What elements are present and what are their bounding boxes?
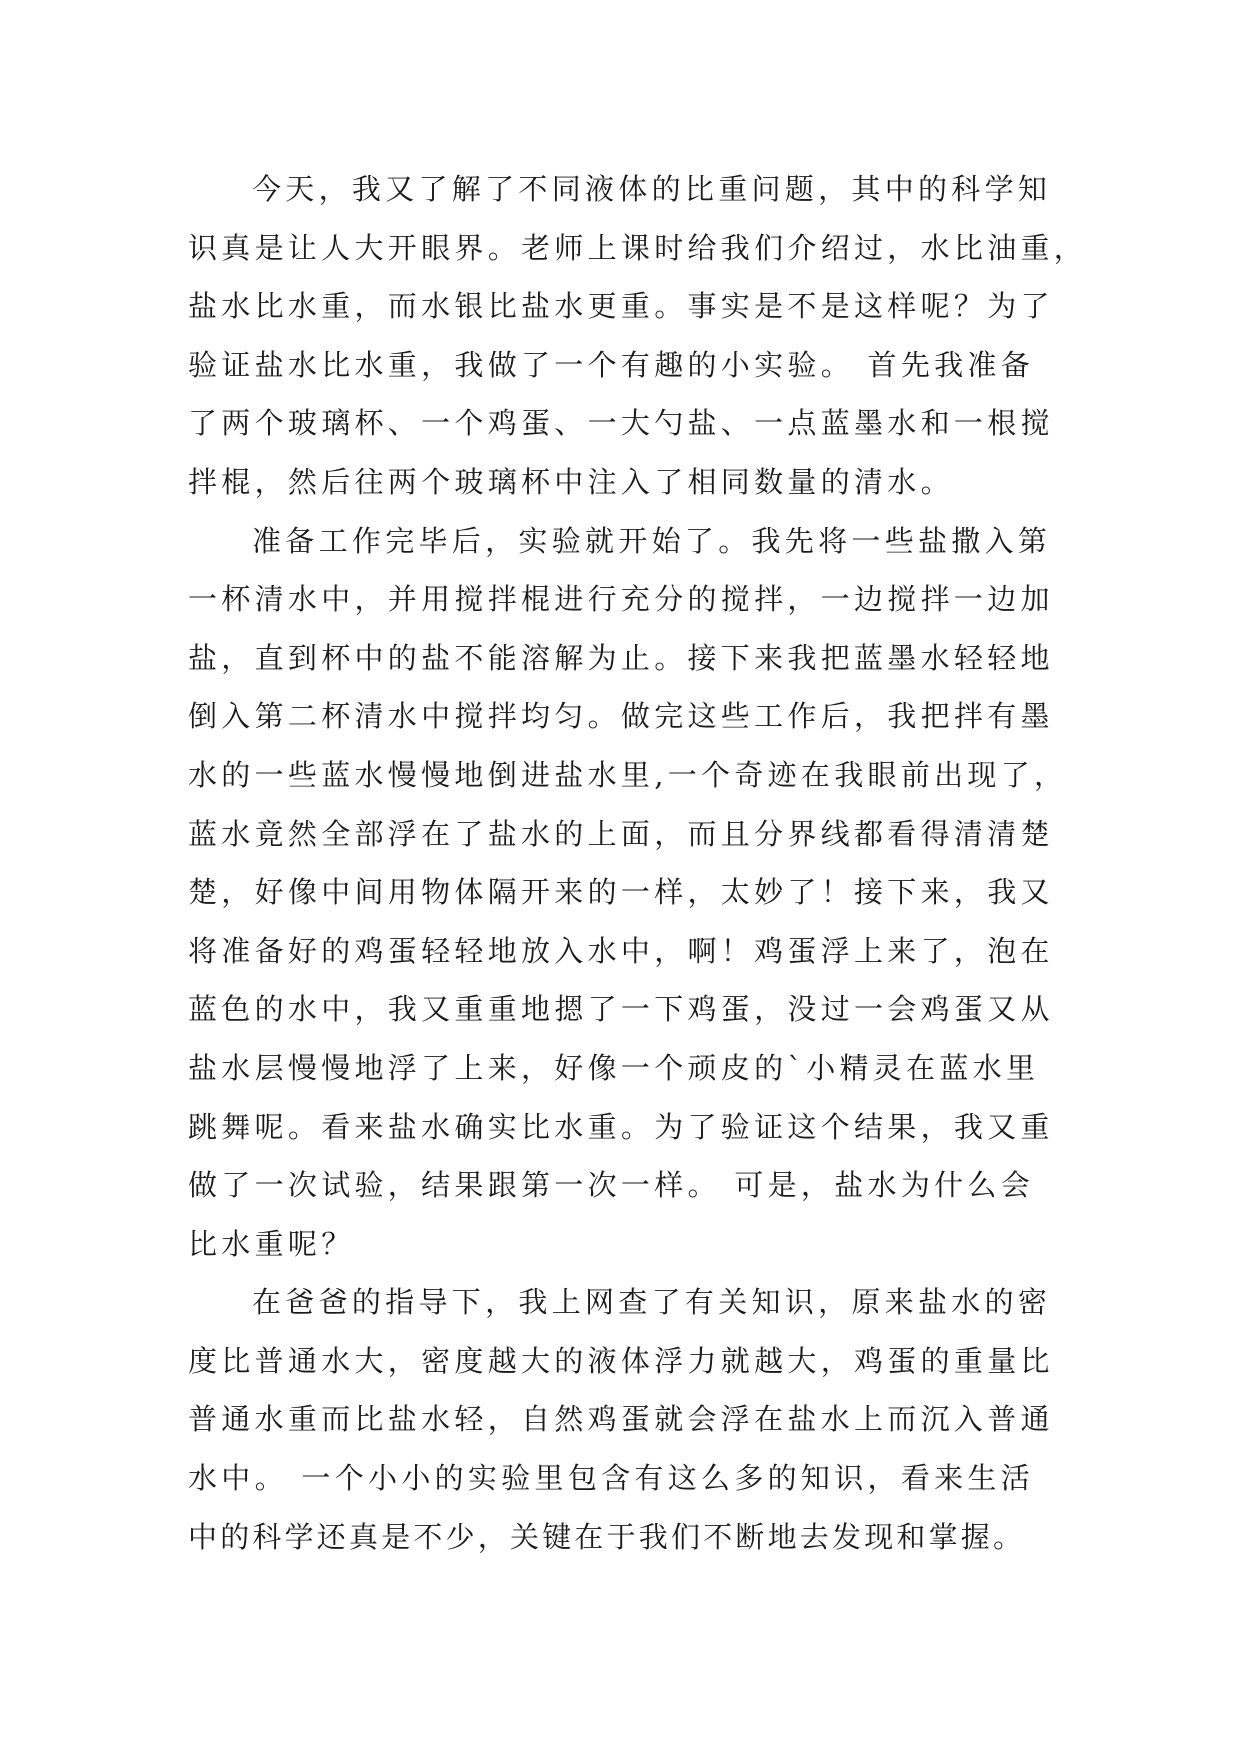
text-line: 在爸爸的指导下，我上网查了有关知识，原来盐水的密	[252, 1285, 1052, 1320]
text-line: 蓝色的水中，我又重重地摁了一下鸡蛋，没过一会鸡蛋又从	[188, 992, 1054, 1027]
text-line: 拌棍，然后往两个玻璃杯中注入了相同数量的清水。	[188, 464, 954, 499]
text-line: 做了一次试验，结果跟第一次一样。 可是，盐水为什么会	[188, 1168, 1035, 1203]
text-line: 将准备好的鸡蛋轻轻地放入水中，啊！鸡蛋浮上来了，泡在	[188, 933, 1054, 968]
text-line: 盐水比水重，而水银比盐水更重。事实是不是这样呢？为了	[188, 289, 1054, 324]
text-line: 楚，好像中间用物体隔开来的一样，太妙了！接下来，我又	[188, 875, 1054, 910]
text-line: 中的科学还真是不少，关键在于我们不断地去发现和掌握。	[188, 1519, 1026, 1554]
text-line: 跳舞呢。看来盐水确实比水重。为了验证这个结果，我又重	[188, 1109, 1054, 1144]
paragraph-1	[188, 160, 1088, 512]
text-line: 准备工作完毕后，实验就开始了。我先将一些盐撒入第	[252, 523, 1052, 558]
text-line: 识真是让人大开眼界。老师上课时给我们介绍过，水比油重，	[188, 230, 1088, 265]
text-line: 一杯清水中，并用搅拌棍进行充分的搅拌，一边搅拌一边加	[188, 582, 1054, 617]
text-line: 今天，我又了解了不同液体的比重问题，其中的科学知	[252, 172, 1052, 206]
text-line: 比水重呢？	[188, 1226, 355, 1261]
document-body	[188, 160, 1088, 1566]
text-line: 普通水重而比盐水轻，自然鸡蛋就会浮在盐水上而沉入普通	[188, 1402, 1054, 1437]
text-line: 倒入第二杯清水中搅拌均匀。做完这些工作后，我把拌有墨	[188, 699, 1054, 734]
text-line: 验证盐水比水重，我做了一个有趣的小实验。 首先我准备	[188, 347, 1035, 382]
text-line: 水中。 一个小小的实验里包含有这么多的知识，看来生活	[188, 1461, 1035, 1496]
text-line: 了两个玻璃杯、一个鸡蛋、一大勺盐、一点蓝墨水和一根搅	[188, 406, 1054, 441]
paragraph-3	[188, 1273, 1068, 1566]
text-line: 水的一些蓝水慢慢地倒进盐水里,一个奇迹在我眼前出现了，	[188, 757, 1068, 792]
text-line: 盐，直到杯中的盐不能溶解为止。接下来我把蓝墨水轻轻地	[188, 640, 1054, 675]
text-line: 盐水层慢慢地浮了上来，好像一个顽皮的`小精灵在蓝水里	[188, 1050, 1040, 1085]
text-line: 度比普通水大，密度越大的液体浮力就越大，鸡蛋的重量比	[188, 1343, 1054, 1378]
text-line: 蓝水竟然全部浮在了盐水的上面，而且分界线都看得清清楚	[188, 816, 1054, 851]
paragraph-2	[188, 512, 1068, 1274]
